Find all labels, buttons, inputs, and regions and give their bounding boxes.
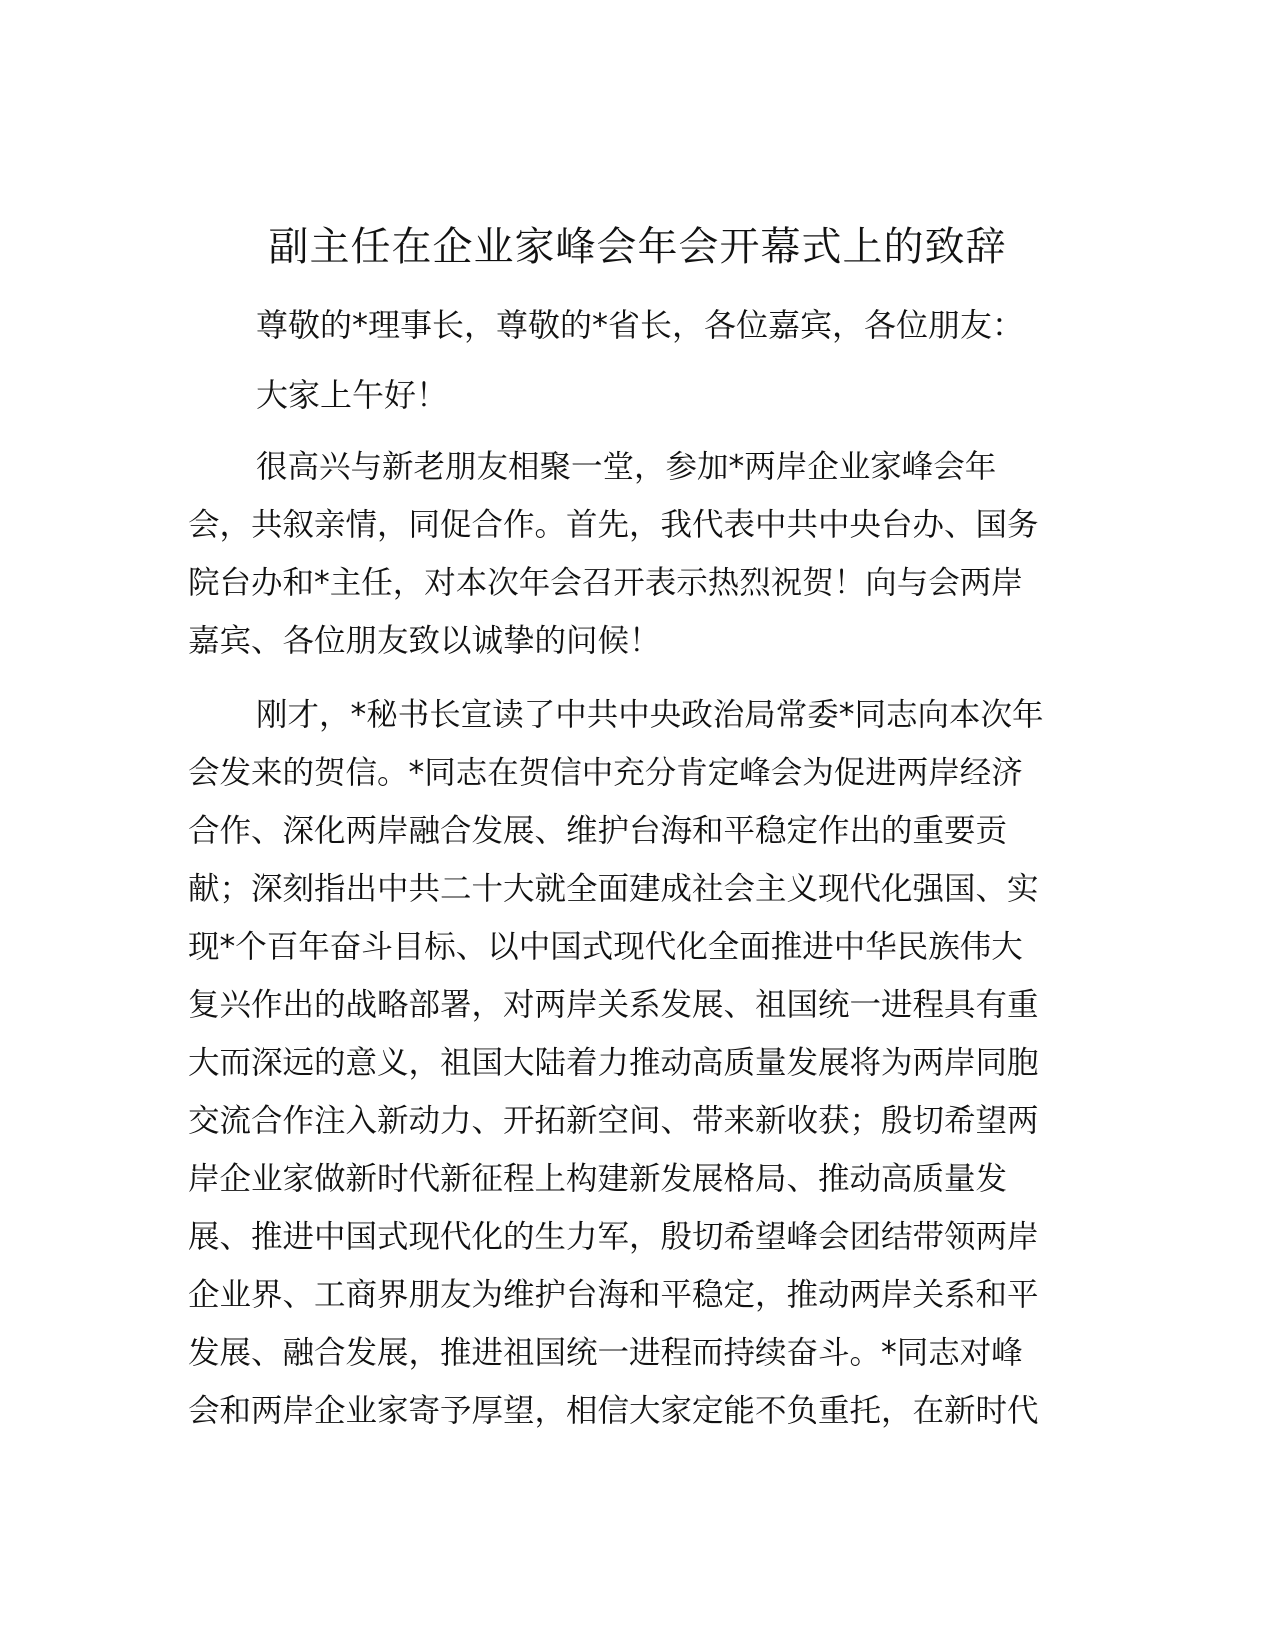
paragraph-line: 合作、深化两岸融合发展、维护台海和平稳定作出的重要贡 [188, 813, 1008, 849]
paragraph-line: 献；深刻指出中共二十大就全面建成社会主义现代化强国、实 [188, 871, 1039, 907]
paragraph-1 [188, 438, 1088, 670]
paragraph-line: 会发来的贺信。*同志在贺信中充分肯定峰会为促进两岸经济 [188, 755, 1023, 791]
paragraph-line: 复兴作出的战略部署，对两岸关系发展、祖国统一进程具有重 [188, 987, 1039, 1023]
paragraph-line: 发展、融合发展，推进祖国统一进程而持续奋斗。*同志对峰 [188, 1335, 1023, 1371]
paragraph-line: 岸企业家做新时代新征程上构建新发展格局、推动高质量发 [188, 1161, 1008, 1197]
paragraph-line: 会，共叙亲情，同促合作。首先，我代表中共中央台办、国务 [188, 507, 1039, 543]
paragraph-line: 会和两岸企业家寄予厚望，相信大家定能不负重托，在新时代 [188, 1393, 1039, 1429]
paragraph-line: 刚才，*秘书长宣读了中共中央政治局常委*同志向本次年 [256, 697, 1044, 733]
paragraph-2 [188, 686, 1088, 1440]
paragraph-line: 企业界、工商界朋友为维护台海和平稳定，推动两岸关系和平 [188, 1277, 1039, 1313]
paragraph-line: 大而深远的意义，祖国大陆着力推动高质量发展将为两岸同胞 [188, 1045, 1039, 1081]
document-title: 副主任在企业家峰会年会开幕式上的致辞 [268, 224, 1007, 270]
paragraph-line: 交流合作注入新动力、开拓新空间、带来新收获；殷切希望两 [188, 1103, 1039, 1139]
paragraph-line: 展、推进中国式现代化的生力军，殷切希望峰会团结带领两岸 [188, 1219, 1039, 1255]
salutation-line: 尊敬的*理事长，尊敬的*省长，各位嘉宾，各位朋友： [256, 306, 1025, 344]
paragraph-line: 嘉宾、各位朋友致以诚挚的问候！ [188, 623, 661, 659]
paragraph-line: 很高兴与新老朋友相聚一堂，参加*两岸企业家峰会年 [256, 449, 997, 485]
paragraph-line: 现*个百年奋斗目标、以中国式现代化全面推进中华民族伟大 [188, 929, 1023, 965]
paragraph-line: 院台办和*主任，对本次年会召开表示热烈祝贺！向与会两岸 [188, 565, 1023, 601]
greeting-line: 大家上午好！ [256, 376, 449, 414]
